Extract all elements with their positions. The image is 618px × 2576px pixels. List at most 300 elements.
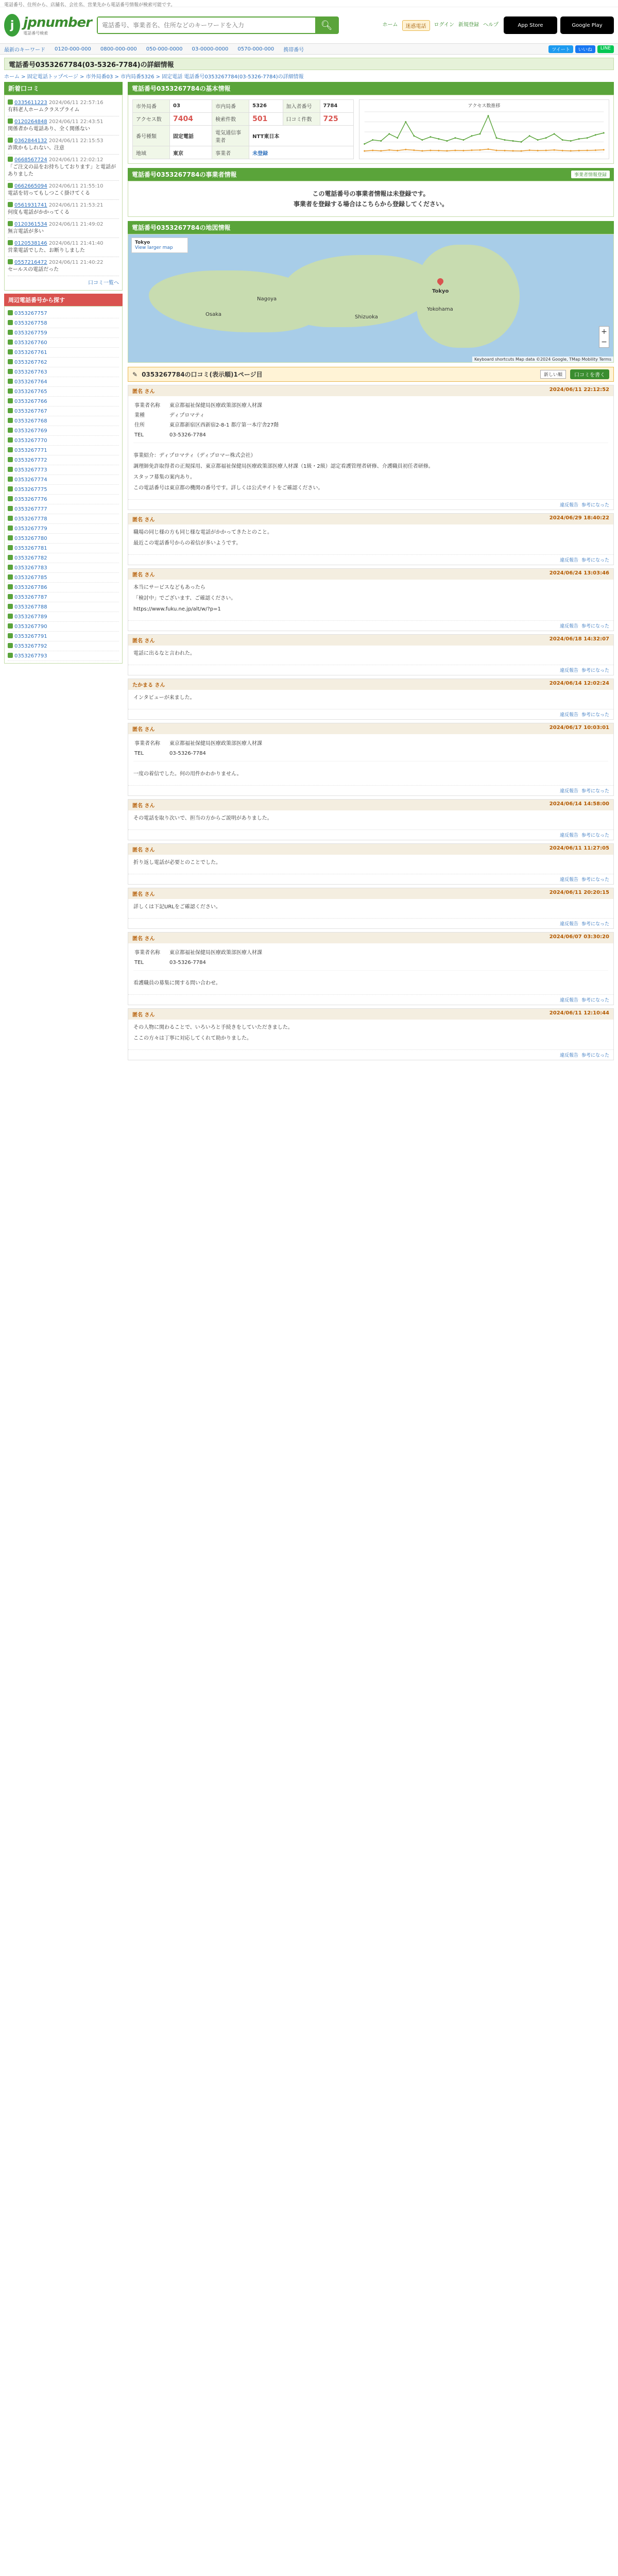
- info-value: 03: [170, 100, 212, 113]
- comment-header: [128, 635, 613, 646]
- comment-footer: [128, 709, 613, 719]
- nearby-number-item[interactable]: [8, 455, 119, 465]
- nearby-number-item[interactable]: [8, 446, 119, 455]
- info-key: 市内局番: [212, 100, 249, 113]
- nearby-number[interactable]: 0353267785: [14, 575, 47, 581]
- nearby-number[interactable]: 0353267757: [14, 311, 47, 316]
- chart-point: [471, 149, 473, 151]
- phone-icon: [8, 379, 13, 384]
- nearby-number-item[interactable]: [8, 436, 119, 446]
- chart-point: [447, 150, 448, 151]
- info-key: 検索件数: [212, 112, 249, 126]
- comment-author: 匿名 さん: [132, 572, 155, 578]
- nearby-number[interactable]: 0353267773: [14, 467, 47, 473]
- phone-icon: [8, 555, 13, 560]
- comment-date: 2024/06/24 13:03:46: [549, 570, 609, 576]
- comment-text: 「検討中」でございます、ご確認ください。: [133, 596, 236, 601]
- facebook-like-button[interactable]: いいね: [575, 45, 595, 53]
- recent-number[interactable]: 0335611223: [14, 100, 47, 106]
- nearby-number-item[interactable]: [8, 544, 119, 553]
- report-link[interactable]: 違反報告: [559, 558, 578, 563]
- nearby-number[interactable]: 0353267778: [14, 516, 47, 522]
- nearby-number-item[interactable]: [8, 514, 119, 524]
- comment-footer: [128, 785, 613, 795]
- like-button[interactable]: 参考になった: [581, 877, 609, 883]
- info-key: アクセス数: [133, 112, 170, 126]
- chart-point: [554, 149, 555, 151]
- nearby-number-item[interactable]: [8, 358, 119, 367]
- comment-table: [133, 738, 271, 759]
- nearby-number[interactable]: 0353267759: [14, 330, 47, 336]
- nearby-number-item[interactable]: [8, 524, 119, 534]
- comment-field-value: 東京都新宿区西新宿2-8-1 都庁第一本庁舎27階: [169, 422, 279, 428]
- recent-date: 2024/06/11 21:40:22: [48, 260, 104, 265]
- nearby-number-item[interactable]: [8, 318, 119, 328]
- chart-point: [405, 121, 406, 123]
- tab-mobile[interactable]: 携帯番号: [283, 47, 304, 53]
- nearby-number[interactable]: 0353267791: [14, 634, 47, 639]
- map-label: Shizuoka: [355, 314, 378, 320]
- nearby-number-item[interactable]: [8, 387, 119, 397]
- recent-number[interactable]: 0668567724: [14, 157, 47, 163]
- like-button[interactable]: 参考になった: [581, 998, 609, 1003]
- more-comments-link[interactable]: 口コミ一覧へ: [88, 280, 119, 286]
- nearby-number[interactable]: 0353267783: [14, 565, 47, 571]
- chart-point: [372, 149, 373, 151]
- phone-icon: [8, 221, 13, 226]
- comment-header: [128, 569, 613, 580]
- list-item[interactable]: [8, 155, 119, 181]
- comment-field-key: TEL: [134, 751, 144, 756]
- search-button[interactable]: [315, 18, 338, 33]
- comment-date: 2024/06/14 12:02:24: [549, 681, 609, 686]
- list-item[interactable]: [8, 200, 119, 219]
- chart-point: [488, 115, 489, 116]
- nearby-number[interactable]: 0353267779: [14, 526, 47, 532]
- header-link-login[interactable]: ログイン: [434, 22, 454, 28]
- chart-point: [471, 135, 473, 137]
- comment-card: [128, 634, 614, 675]
- chart-point: [529, 135, 530, 137]
- report-link[interactable]: 違反報告: [559, 1053, 578, 1058]
- nearby-number-item[interactable]: [8, 592, 119, 602]
- recent-text: 有料老人ホームクラスプライム: [8, 107, 80, 113]
- tab-03[interactable]: 03-0000-0000: [192, 46, 229, 52]
- recent-date: 2024/06/11 21:55:10: [48, 183, 104, 189]
- register-business-link[interactable]: 未登録: [252, 150, 268, 157]
- nearby-number-item[interactable]: [8, 553, 119, 563]
- nearby-number-item[interactable]: [8, 475, 119, 485]
- recent-comments-header: 新着口コミ: [4, 82, 123, 95]
- comment-header: [128, 514, 613, 524]
- nearby-number-item[interactable]: [8, 612, 119, 622]
- map-label: Yokohama: [427, 307, 453, 312]
- search-input[interactable]: [98, 18, 315, 33]
- nearby-number-item[interactable]: [8, 504, 119, 514]
- like-button[interactable]: 参考になった: [581, 558, 609, 563]
- phone-icon: [8, 157, 13, 162]
- nearby-number-item[interactable]: [8, 416, 119, 426]
- chart-point: [587, 137, 588, 139]
- map-label: Osaka: [205, 312, 221, 317]
- nearby-number[interactable]: 0353267765: [14, 389, 47, 395]
- nearby-number[interactable]: 0353267771: [14, 448, 47, 453]
- like-button[interactable]: 参考になった: [581, 668, 609, 673]
- app-store-badge[interactable]: App Store: [504, 16, 557, 34]
- nearby-number-item[interactable]: [8, 397, 119, 406]
- register-business-button[interactable]: 事業者情報登録: [571, 171, 610, 178]
- phone-icon: [8, 457, 13, 462]
- list-item[interactable]: [8, 116, 119, 135]
- comment-author: 匿名 さん: [132, 517, 155, 523]
- chart-point: [504, 139, 506, 141]
- comment-date: 2024/06/11 22:12:52: [549, 387, 609, 393]
- comment-body: [128, 855, 613, 874]
- header-link-spam[interactable]: 迷惑電話: [402, 20, 430, 31]
- nearby-number[interactable]: 0353267787: [14, 595, 47, 600]
- map[interactable]: [128, 234, 614, 363]
- like-button[interactable]: 参考になった: [581, 922, 609, 927]
- comment-author: 匿名 さん: [132, 727, 155, 733]
- comment-date: 2024/06/11 11:27:05: [549, 845, 609, 851]
- nearby-number[interactable]: 0353267766: [14, 399, 47, 404]
- comment-text: 調理師免許取得者の正規採用、東京都福祉保健局医療政策部医療人材課（1級・2級）認定看護管理者研修、介護職員初任者研修。: [133, 464, 434, 469]
- nearby-number[interactable]: 0353267767: [14, 409, 47, 414]
- chart-point: [496, 149, 497, 151]
- chart-point: [388, 133, 390, 134]
- chart-point: [603, 132, 605, 134]
- comment-card: [128, 723, 614, 796]
- view-larger-map-link[interactable]: View larger map: [135, 245, 173, 250]
- nearby-number[interactable]: 0353267761: [14, 350, 47, 355]
- comment-footer: [128, 620, 613, 631]
- recent-text: セールスの電話だった: [8, 267, 59, 273]
- chart-point: [512, 150, 514, 151]
- report-link[interactable]: 違反報告: [559, 833, 578, 838]
- chart-point: [545, 149, 547, 151]
- map-header: [128, 221, 614, 234]
- header-link-help[interactable]: ヘルプ: [483, 22, 499, 28]
- comment-header: [128, 679, 613, 690]
- comment-text: 折り返し電話が必要とのことでした。: [133, 860, 221, 866]
- report-link[interactable]: 違反報告: [559, 922, 578, 927]
- info-value[interactable]: [249, 146, 354, 159]
- nearby-number-item[interactable]: [8, 309, 119, 318]
- comment-body: [128, 396, 613, 499]
- search-icon: 🔍︎: [320, 20, 333, 31]
- report-link[interactable]: 違反報告: [559, 998, 578, 1003]
- nearby-number-item[interactable]: [8, 651, 119, 661]
- comment-divider: [133, 443, 608, 450]
- map-zoom-control[interactable]: [599, 326, 609, 348]
- phone-icon: [8, 340, 13, 345]
- recent-number[interactable]: 0561931741: [14, 202, 47, 208]
- nearby-number[interactable]: 0353267790: [14, 624, 47, 630]
- comment-author: 匿名 さん: [132, 1012, 155, 1018]
- comment-text: 一度の着信でした。何の用件かわかりません。: [133, 771, 242, 777]
- nearby-number[interactable]: 0353267777: [14, 506, 47, 512]
- recent-text: 無言電話が多い: [8, 229, 44, 234]
- comment-divider: [133, 970, 608, 977]
- nearby-number-item[interactable]: [8, 485, 119, 495]
- basic-info-table: [132, 99, 354, 159]
- phone-icon: [8, 330, 13, 335]
- header-link-home[interactable]: ホーム: [382, 22, 398, 28]
- comment-body: [128, 1020, 613, 1049]
- comment-footer: [128, 499, 613, 510]
- phone-icon: [8, 643, 13, 648]
- nearby-number[interactable]: 0353267782: [14, 555, 47, 561]
- nearby-number-item[interactable]: [8, 426, 119, 436]
- comment-date: 2024/06/07 03:30:20: [549, 934, 609, 940]
- report-link[interactable]: 違反報告: [559, 503, 578, 508]
- nearby-number-item[interactable]: [8, 563, 119, 573]
- comment-header: [128, 933, 613, 943]
- chart-point: [595, 149, 596, 151]
- phone-icon: [8, 486, 13, 492]
- notice-line2[interactable]: 事業者を登録する場合はこちらから登録してください。: [293, 200, 448, 208]
- chart-point: [438, 150, 439, 151]
- tab-0120[interactable]: 0120-000-000: [55, 46, 91, 52]
- like-button[interactable]: 参考になった: [581, 713, 609, 718]
- comment-author: 匿名 さん: [132, 389, 155, 395]
- logo[interactable]: [4, 10, 92, 41]
- recent-number[interactable]: 0120361534: [14, 222, 47, 227]
- comment-author: 匿名 さん: [132, 803, 155, 809]
- access-chart: [359, 99, 609, 159]
- tab-0570[interactable]: 0570-000-000: [237, 46, 274, 52]
- chart-point: [380, 150, 382, 151]
- chart-point: [537, 150, 539, 151]
- nearby-number-item[interactable]: [8, 641, 119, 651]
- chart-point: [603, 149, 605, 150]
- comment-field-value: 東京都福祉保健局医療政策部医療人材課: [169, 950, 262, 956]
- nearby-number[interactable]: 0353267762: [14, 360, 47, 365]
- phone-icon: [8, 183, 13, 188]
- comment-footer: [128, 918, 613, 928]
- nearby-number[interactable]: 0353267781: [14, 546, 47, 551]
- logo-subtitle: 電話番号検索: [23, 30, 48, 36]
- comment-divider: [133, 761, 608, 768]
- tab-0800[interactable]: 0800-000-000: [100, 46, 137, 52]
- nearby-number[interactable]: 0353267768: [14, 418, 47, 424]
- logo-mark-icon: j: [4, 14, 20, 37]
- nearby-number[interactable]: 0353267788: [14, 604, 47, 610]
- list-item[interactable]: [8, 257, 119, 276]
- tab-050[interactable]: 050-000-0000: [146, 46, 183, 52]
- nearby-number-item[interactable]: [8, 338, 119, 348]
- map-label: Nagoya: [257, 296, 277, 302]
- comment-footer: [128, 874, 613, 884]
- chart-point: [388, 149, 390, 151]
- nearby-number[interactable]: 0353267772: [14, 457, 47, 463]
- chart-point: [521, 141, 522, 143]
- basic-info-title: 電話番号0353267784の基本情報: [132, 85, 231, 92]
- tweet-button[interactable]: ツイート: [548, 45, 573, 53]
- notice-line1: この電話番号の事業者情報は未登録です。: [312, 190, 430, 197]
- comment-field-key: TEL: [134, 960, 144, 965]
- chart-point: [430, 149, 431, 151]
- nav-tabs: [0, 43, 618, 55]
- report-link[interactable]: 違反報告: [559, 624, 578, 629]
- nearby-number-item[interactable]: [8, 328, 119, 338]
- nearby-number-item[interactable]: [8, 348, 119, 358]
- list-item[interactable]: [8, 135, 119, 155]
- recent-number[interactable]: 0120264848: [14, 119, 47, 125]
- comment-header: [128, 844, 613, 855]
- nearby-number[interactable]: 0353267763: [14, 369, 47, 375]
- chart-point: [562, 139, 563, 141]
- nearby-number[interactable]: 0353267786: [14, 585, 47, 590]
- phone-icon: [8, 467, 13, 472]
- comment-footer: [128, 994, 613, 1005]
- tab-latest[interactable]: 最新のキーワード: [4, 47, 45, 53]
- recent-date: 2024/06/11 21:41:40: [48, 241, 104, 246]
- recent-number[interactable]: 0362844132: [14, 138, 47, 144]
- chart-point: [479, 133, 481, 134]
- phone-icon: [8, 418, 13, 423]
- report-link[interactable]: 違反報告: [559, 668, 578, 673]
- comment-text: 看護職員の募集に関する問い合わせ。: [133, 980, 221, 986]
- google-play-badge[interactable]: Google Play: [560, 16, 614, 34]
- phone-icon: [8, 259, 13, 264]
- comments-bar: [128, 367, 614, 382]
- recent-number[interactable]: 0662665094: [14, 183, 47, 189]
- report-link[interactable]: 違反報告: [559, 877, 578, 883]
- nearby-number[interactable]: 0353267769: [14, 428, 47, 434]
- list-item[interactable]: [8, 181, 119, 200]
- nearby-number-item[interactable]: [8, 573, 119, 583]
- phone-icon: [8, 516, 13, 521]
- phone-icon: [8, 349, 13, 354]
- comment-footer: [128, 665, 613, 675]
- header-link-register[interactable]: 新規登録: [458, 22, 479, 28]
- nearby-number[interactable]: 0353267792: [14, 643, 47, 649]
- list-item[interactable]: [8, 219, 119, 238]
- like-button[interactable]: 参考になった: [581, 503, 609, 508]
- comment-body: [128, 690, 613, 709]
- nearby-number-item[interactable]: [8, 377, 119, 387]
- comment-text: 事業紹介：ディプロマティ（ディプロマー株式会社）: [133, 453, 256, 459]
- recent-text: 何度も電話がかかってくる: [8, 210, 70, 215]
- phone-icon: [8, 240, 13, 245]
- chart-point: [562, 150, 563, 151]
- search-bar: [97, 16, 339, 34]
- nearby-number[interactable]: 0353267780: [14, 536, 47, 541]
- comment-author: 匿名 さん: [132, 848, 155, 853]
- recent-number[interactable]: 0120538146: [14, 241, 47, 246]
- chart-point: [372, 139, 373, 141]
- nearby-number[interactable]: 0353267793: [14, 653, 47, 659]
- like-button[interactable]: 参考になった: [581, 624, 609, 629]
- header-links: [383, 20, 499, 31]
- chart-point: [521, 150, 522, 152]
- chart-point: [438, 138, 439, 140]
- nearby-number[interactable]: 0353267760: [14, 340, 47, 346]
- access-chart-svg: [362, 109, 607, 155]
- phone-icon: [8, 99, 13, 105]
- phone-icon: [8, 633, 13, 638]
- nearby-number-item[interactable]: [8, 632, 119, 641]
- comment-date: 2024/06/29 18:40:22: [549, 515, 609, 521]
- chart-point: [479, 149, 481, 151]
- phone-icon: [8, 594, 13, 599]
- chart-series-line: [365, 116, 604, 144]
- chart-point: [595, 134, 596, 135]
- phone-icon: [8, 369, 13, 374]
- nearby-number[interactable]: 0353267764: [14, 379, 47, 385]
- business-info-title: 電話番号0353267784の事業者情報: [132, 171, 237, 178]
- report-link[interactable]: 違反報告: [559, 789, 578, 794]
- nearby-number[interactable]: 0353267770: [14, 438, 47, 444]
- like-button[interactable]: 参考になった: [581, 833, 609, 838]
- phone-icon: [8, 408, 13, 413]
- info-key: 口コミ件数: [283, 112, 320, 126]
- comment-text: https://www.fuku.ne.jp/alt/w/?p=1: [133, 606, 221, 612]
- nearby-number[interactable]: 0353267789: [14, 614, 47, 620]
- chart-point: [421, 150, 423, 151]
- comment-header: [128, 800, 613, 810]
- zoom-out-icon[interactable]: −: [601, 338, 607, 346]
- recent-number[interactable]: 0557216472: [14, 260, 47, 265]
- map-label: Tokyo: [432, 289, 449, 294]
- comment-field-key: 事業者名称: [134, 403, 160, 409]
- info-key: 市外局番: [133, 100, 170, 113]
- line-share-button[interactable]: LINE: [597, 45, 614, 53]
- nearby-number-item[interactable]: [8, 583, 119, 592]
- nearby-number[interactable]: 0353267776: [14, 497, 47, 502]
- comment-field-key: 住所: [134, 422, 145, 428]
- chart-point: [545, 137, 547, 139]
- nearby-number[interactable]: 0353267775: [14, 487, 47, 493]
- nearby-number[interactable]: 0353267774: [14, 477, 47, 483]
- list-item[interactable]: [8, 97, 119, 116]
- nearby-number-item[interactable]: [8, 602, 119, 612]
- comment-body: [128, 646, 613, 665]
- nearby-numbers-header: 周辺電話番号から探す: [4, 294, 123, 306]
- nearby-number-item[interactable]: [8, 406, 119, 416]
- nearby-number-item[interactable]: [8, 534, 119, 544]
- nearby-number-item[interactable]: [8, 367, 119, 377]
- list-item[interactable]: [8, 238, 119, 257]
- chart-point: [380, 140, 382, 142]
- recent-comments-list: [4, 95, 123, 291]
- nearby-number-item[interactable]: [8, 622, 119, 632]
- chart-point: [421, 139, 423, 141]
- nearby-number-item[interactable]: [8, 495, 119, 504]
- nearby-number[interactable]: 0353267758: [14, 320, 47, 326]
- like-button[interactable]: 参考になった: [581, 1053, 609, 1058]
- write-comment-button[interactable]: 口コミを書く: [570, 369, 609, 379]
- recent-text: 電話を切ってもしつこく掛けてくる: [8, 191, 90, 196]
- nearby-number-item[interactable]: [8, 465, 119, 475]
- report-link[interactable]: 違反報告: [559, 713, 578, 718]
- sort-select[interactable]: 新しい順: [540, 370, 566, 379]
- comment-text: 本当にサービスなどもあったら: [133, 585, 205, 590]
- phone-icon: [8, 496, 13, 501]
- info-key: 事業者: [212, 146, 249, 159]
- like-button[interactable]: 参考になった: [581, 789, 609, 794]
- breadcrumb[interactable]: ホーム > 固定電話トップページ > 市外局番03 > 市内局番5326 > 固定電話 電話番号0353267784(03-5326-7784)の詳細情報: [4, 74, 304, 80]
- comment-text: その人物に関わることで、いろいろと手続きをしていただきました。: [133, 1025, 293, 1030]
- recent-date: 2024/06/11 22:15:53: [48, 138, 104, 144]
- comment-text: 電話に出るなと言われた。: [133, 651, 195, 656]
- comment-body: [128, 899, 613, 918]
- zoom-in-icon[interactable]: +: [601, 328, 607, 336]
- chart-point: [364, 143, 365, 145]
- comment-header: [128, 888, 613, 899]
- recent-date: 2024/06/11 22:02:12: [48, 157, 104, 163]
